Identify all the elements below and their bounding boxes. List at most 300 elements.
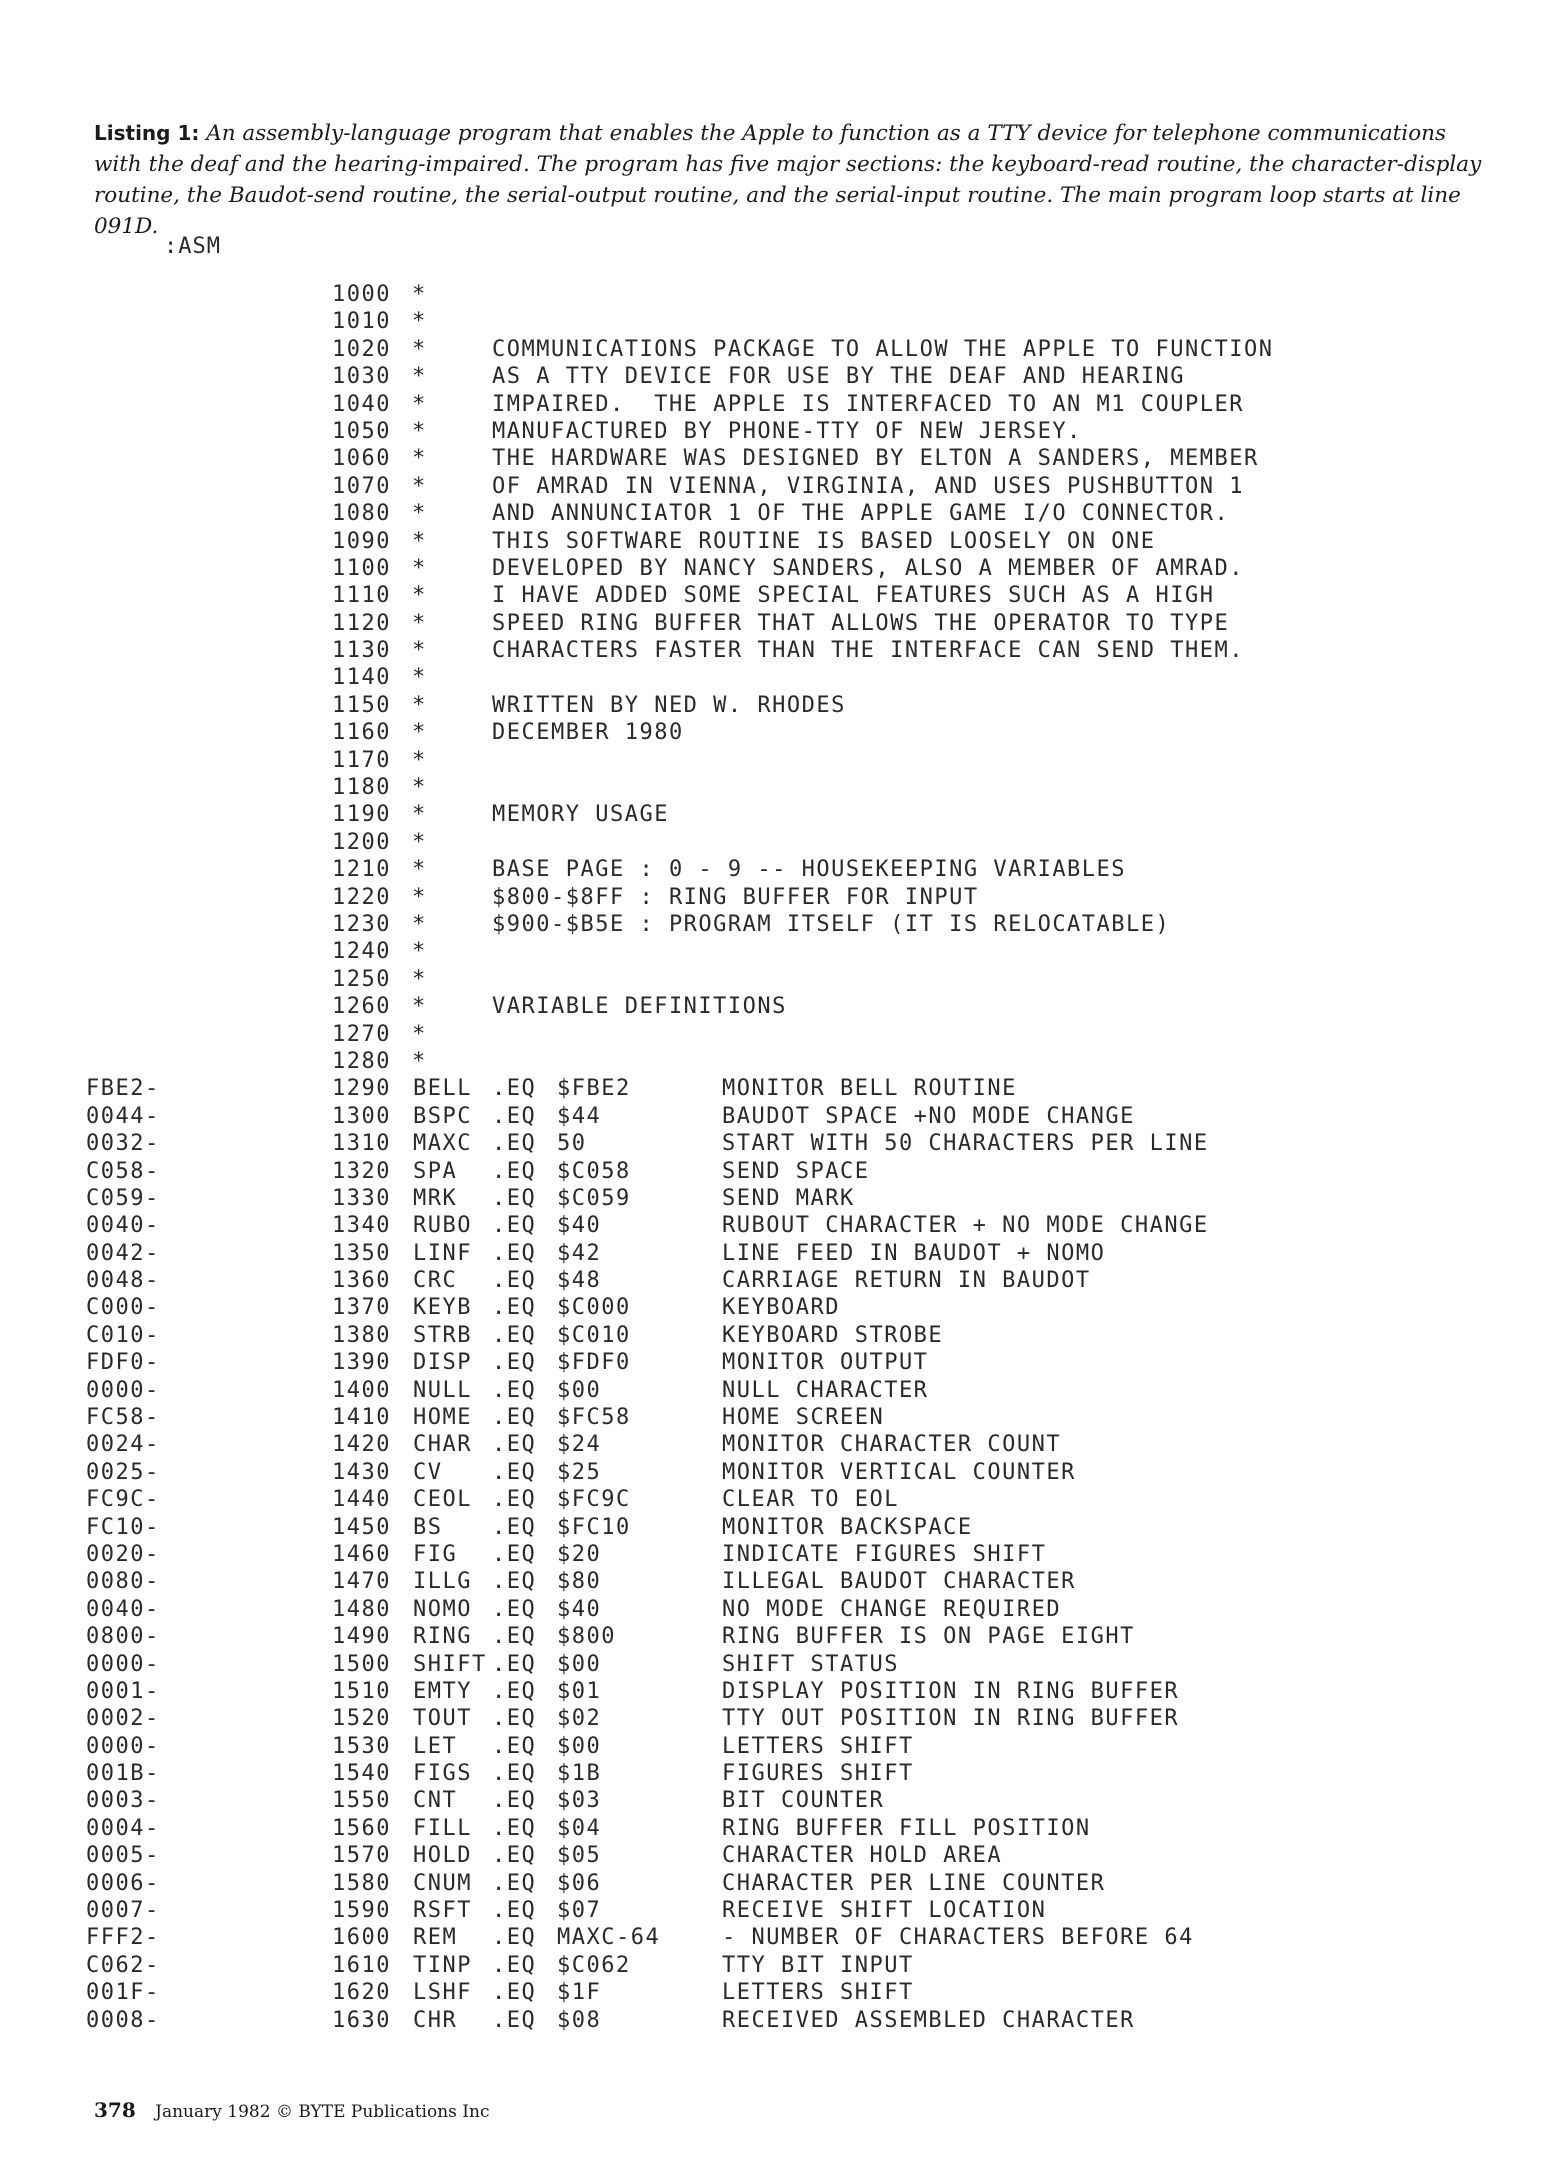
line-number: 1160	[332, 720, 391, 746]
comment-line	[0, 419, 1561, 446]
comment-marker: *	[412, 528, 427, 554]
directive: .EQ	[492, 1898, 537, 1924]
line-number: 1630	[332, 2007, 391, 2033]
line-number: 1380	[332, 1322, 391, 1348]
line-number: 1510	[332, 1678, 391, 1704]
directive: .EQ	[492, 1624, 537, 1650]
directive: .EQ	[492, 1952, 537, 1978]
comment-line	[0, 912, 1561, 939]
equate-line	[0, 1706, 1561, 1733]
address: FC9C-	[86, 1487, 160, 1513]
comment-line	[0, 446, 1561, 473]
comment-marker: *	[412, 966, 427, 992]
comment-text: I HAVE ADDED SOME SPECIAL FEATURES SUCH AS A HIGH	[492, 583, 1215, 609]
line-number: 1400	[332, 1377, 391, 1403]
comment-line	[0, 939, 1561, 966]
operand: $C010	[557, 1322, 631, 1348]
comment-marker: *	[412, 939, 427, 965]
comment-marker: *	[412, 555, 427, 581]
label: CNT	[413, 1788, 458, 1814]
label: DISP	[413, 1350, 472, 1376]
operand: MAXC-64	[557, 1925, 661, 1951]
comment-line	[0, 885, 1561, 912]
description: MONITOR OUTPUT	[722, 1350, 929, 1376]
directive: .EQ	[492, 1322, 537, 1348]
label: MRK	[413, 1185, 458, 1211]
equate-line	[0, 1569, 1561, 1596]
comment-marker: *	[412, 1048, 427, 1074]
address: 0020-	[86, 1541, 160, 1567]
description: RING BUFFER FILL POSITION	[722, 1815, 1091, 1841]
line-number: 1610	[332, 1952, 391, 1978]
line-number: 1540	[332, 1761, 391, 1787]
address: 0048-	[86, 1268, 160, 1294]
operand: $08	[557, 2007, 602, 2033]
label: REM	[413, 1925, 458, 1951]
line-number: 1360	[332, 1268, 391, 1294]
label: SHIFT	[413, 1651, 487, 1677]
label: CRC	[413, 1268, 458, 1294]
address: 001B-	[86, 1761, 160, 1787]
operand: $25	[557, 1459, 602, 1485]
comment-marker: *	[412, 391, 427, 417]
line-number: 1180	[332, 775, 391, 801]
label: CNUM	[413, 1870, 472, 1896]
line-number: 1320	[332, 1158, 391, 1184]
comment-marker: *	[412, 775, 427, 801]
directive: .EQ	[492, 1487, 537, 1513]
comment-line	[0, 309, 1561, 336]
operand: $40	[557, 1596, 602, 1622]
label: TINP	[413, 1952, 472, 1978]
equate-line	[0, 1460, 1561, 1487]
label: CEOL	[413, 1487, 472, 1513]
description: TTY OUT POSITION IN RING BUFFER	[722, 1706, 1180, 1732]
address: FC10-	[86, 1514, 160, 1540]
label: RING	[413, 1624, 472, 1650]
equate-line	[0, 1788, 1561, 1815]
line-number: 1340	[332, 1213, 391, 1239]
line-number: 1490	[332, 1624, 391, 1650]
label: FILL	[413, 1815, 472, 1841]
description: NO MODE CHANGE REQUIRED	[722, 1596, 1062, 1622]
comment-marker: *	[412, 994, 427, 1020]
line-number: 1010	[332, 309, 391, 335]
description: SHIFT STATUS	[722, 1651, 899, 1677]
line-number: 1370	[332, 1295, 391, 1321]
line-number: 1250	[332, 966, 391, 992]
line-number: 1220	[332, 884, 391, 910]
operand: $FBE2	[557, 1076, 631, 1102]
description: FIGURES SHIFT	[722, 1761, 914, 1787]
description: CHARACTER PER LINE COUNTER	[722, 1870, 1106, 1896]
address: 0042-	[86, 1240, 160, 1266]
equate-line	[0, 1542, 1561, 1569]
label: FIG	[413, 1541, 458, 1567]
operand: $FC58	[557, 1405, 631, 1431]
comment-line	[0, 638, 1561, 665]
line-number: 1310	[332, 1131, 391, 1157]
line-number: 1210	[332, 857, 391, 883]
address: 0025-	[86, 1459, 160, 1485]
comment-marker: *	[412, 747, 427, 773]
line-number: 1110	[332, 583, 391, 609]
line-number: 1200	[332, 829, 391, 855]
label: FIGS	[413, 1761, 472, 1787]
label: RSFT	[413, 1898, 472, 1924]
comment-text: THE HARDWARE WAS DESIGNED BY ELTON A SANDERS, MEMBER	[492, 446, 1259, 472]
equate-line	[0, 1268, 1561, 1295]
equate-line	[0, 1104, 1561, 1131]
operand: $FC10	[557, 1514, 631, 1540]
directive: .EQ	[492, 1103, 537, 1129]
line-number: 1230	[332, 911, 391, 937]
caption-text: An assembly-language program that enables the Apple to function as a TTY device for telephone communications with the deaf and the hearing-impaired. The program has five major sections: the keyboard-read routine, the character-display routine, the Baudot-send routine, the serial-output routine, and the serial-input routine. The main program loop starts at line 091D.	[94, 121, 1482, 239]
line-number: 1190	[332, 802, 391, 828]
comment-line	[0, 720, 1561, 747]
directive: .EQ	[492, 1268, 537, 1294]
comment-line	[0, 1049, 1561, 1076]
comment-marker: *	[412, 336, 427, 362]
label: ILLG	[413, 1569, 472, 1595]
line-number: 1430	[332, 1459, 391, 1485]
line-number: 1060	[332, 446, 391, 472]
description: SEND MARK	[722, 1185, 855, 1211]
description: RECEIVED ASSEMBLED CHARACTER	[722, 2007, 1135, 2033]
label: LINF	[413, 1240, 472, 1266]
label: HOME	[413, 1405, 472, 1431]
comment-marker: *	[412, 583, 427, 609]
description: KEYBOARD STROBE	[722, 1322, 944, 1348]
directive: .EQ	[492, 1678, 537, 1704]
line-number: 1050	[332, 418, 391, 444]
label: EMTY	[413, 1678, 472, 1704]
equate-line	[0, 1159, 1561, 1186]
comment-marker: *	[412, 884, 427, 910]
description: MONITOR BELL ROUTINE	[722, 1076, 1017, 1102]
description: NULL CHARACTER	[722, 1377, 929, 1403]
line-number: 1580	[332, 1870, 391, 1896]
operand: $03	[557, 1788, 602, 1814]
line-number: 1070	[332, 473, 391, 499]
address: 001F-	[86, 1980, 160, 2006]
directive: .EQ	[492, 1459, 537, 1485]
comment-marker: *	[412, 665, 427, 691]
description: MONITOR VERTICAL COUNTER	[722, 1459, 1076, 1485]
label: CV	[413, 1459, 443, 1485]
operand: $07	[557, 1898, 602, 1924]
line-number: 1240	[332, 939, 391, 965]
equate-line	[0, 1761, 1561, 1788]
comment-line	[0, 611, 1561, 638]
label: STRB	[413, 1322, 472, 1348]
directive: .EQ	[492, 1240, 537, 1266]
line-number: 1270	[332, 1021, 391, 1047]
line-number: 1350	[332, 1240, 391, 1266]
label: SPA	[413, 1158, 458, 1184]
caption-lead: Listing 1:	[94, 121, 200, 145]
line-number: 1290	[332, 1076, 391, 1102]
comment-text: VARIABLE DEFINITIONS	[492, 994, 787, 1020]
label: CHR	[413, 2007, 458, 2033]
description: RING BUFFER IS ON PAGE EIGHT	[722, 1624, 1135, 1650]
equate-line	[0, 1241, 1561, 1268]
directive: .EQ	[492, 1706, 537, 1732]
operand: $FDF0	[557, 1350, 631, 1376]
directive: .EQ	[492, 1569, 537, 1595]
comment-marker: *	[412, 418, 427, 444]
line-number: 1080	[332, 501, 391, 527]
comment-text: MANUFACTURED BY PHONE-TTY OF NEW JERSEY.	[492, 418, 1082, 444]
equate-line	[0, 1487, 1561, 1514]
description: RUBOUT CHARACTER + NO MODE CHANGE	[722, 1213, 1209, 1239]
comment-marker: *	[412, 720, 427, 746]
comment-line	[0, 501, 1561, 528]
comment-line	[0, 337, 1561, 364]
comment-text: IMPAIRED. THE APPLE IS INTERFACED TO AN M1 COUPLER	[492, 391, 1245, 417]
description: TTY BIT INPUT	[722, 1952, 914, 1978]
operand: $00	[557, 1733, 602, 1759]
operand: $20	[557, 1541, 602, 1567]
comment-marker: *	[412, 473, 427, 499]
equate-line	[0, 1843, 1561, 1870]
description: RECEIVE SHIFT LOCATION	[722, 1898, 1047, 1924]
comment-marker: *	[412, 282, 427, 307]
footer-text: January 1982 © BYTE Publications Inc	[155, 2102, 490, 2122]
address: 0000-	[86, 1651, 160, 1677]
label: BSPC	[413, 1103, 472, 1129]
description: INDICATE FIGURES SHIFT	[722, 1541, 1047, 1567]
directive: .EQ	[492, 1980, 537, 2006]
equate-line	[0, 1898, 1561, 1925]
line-number: 1300	[332, 1103, 391, 1129]
equate-line	[0, 1734, 1561, 1761]
comment-text: BASE PAGE : 0 - 9 -- HOUSEKEEPING VARIABLES	[492, 857, 1127, 883]
description: KEYBOARD	[722, 1295, 840, 1321]
operand: $04	[557, 1815, 602, 1841]
directive: .EQ	[492, 1514, 537, 1540]
comment-line	[0, 364, 1561, 391]
comment-marker: *	[412, 911, 427, 937]
description: CHARACTER HOLD AREA	[722, 1843, 1003, 1869]
directive: .EQ	[492, 1432, 537, 1458]
operand: $80	[557, 1569, 602, 1595]
comment-marker: *	[412, 857, 427, 883]
directive: .EQ	[492, 1843, 537, 1869]
comment-text: COMMUNICATIONS PACKAGE TO ALLOW THE APPLE TO FUNCTION	[492, 336, 1274, 362]
description: CARRIAGE RETURN IN BAUDOT	[722, 1268, 1091, 1294]
equate-line	[0, 1515, 1561, 1542]
comment-line	[0, 529, 1561, 556]
equate-line	[0, 1679, 1561, 1706]
operand: $42	[557, 1240, 602, 1266]
line-number: 1120	[332, 610, 391, 636]
description: LINE FEED IN BAUDOT + NOMO	[722, 1240, 1106, 1266]
equate-line	[0, 1624, 1561, 1651]
equate-line	[0, 1925, 1561, 1952]
comment-text: $800-$8FF : RING BUFFER FOR INPUT	[492, 884, 979, 910]
line-number: 1520	[332, 1706, 391, 1732]
label: LSHF	[413, 1980, 472, 2006]
operand: $02	[557, 1706, 602, 1732]
equate-line	[0, 1652, 1561, 1679]
comment-marker: *	[412, 802, 427, 828]
operand: $00	[557, 1651, 602, 1677]
line-number: 1550	[332, 1788, 391, 1814]
asm-command: :ASM	[164, 234, 221, 259]
comment-marker: *	[412, 501, 427, 527]
equate-line	[0, 1076, 1561, 1103]
description: BAUDOT SPACE +NO MODE CHANGE	[722, 1103, 1135, 1129]
line-number: 1170	[332, 747, 391, 773]
comment-line	[0, 967, 1561, 994]
line-number: 1100	[332, 555, 391, 581]
operand: $48	[557, 1268, 602, 1294]
address: 0008-	[86, 2007, 160, 2033]
comment-line	[0, 994, 1561, 1021]
directive: .EQ	[492, 1815, 537, 1841]
operand: $40	[557, 1213, 602, 1239]
comment-text: THIS SOFTWARE ROUTINE IS BASED LOOSELY ON ONE	[492, 528, 1156, 554]
equate-line	[0, 1213, 1561, 1240]
address: 0040-	[86, 1213, 160, 1239]
comment-text: DEVELOPED BY NANCY SANDERS, ALSO A MEMBER OF AMRAD.	[492, 555, 1245, 581]
line-number: 1150	[332, 692, 391, 718]
label: HOLD	[413, 1843, 472, 1869]
description: ILLEGAL BAUDOT CHARACTER	[722, 1569, 1076, 1595]
address: FFF2-	[86, 1925, 160, 1951]
description: SEND SPACE	[722, 1158, 870, 1184]
operand: $800	[557, 1624, 616, 1650]
directive: .EQ	[492, 1076, 537, 1102]
directive: .EQ	[492, 1350, 537, 1376]
address: C062-	[86, 1952, 160, 1978]
description: BIT COUNTER	[722, 1788, 885, 1814]
page-number: 378	[94, 2098, 136, 2122]
comment-line	[0, 775, 1561, 802]
address: 0001-	[86, 1678, 160, 1704]
address: 0800-	[86, 1624, 160, 1650]
address: C010-	[86, 1322, 160, 1348]
address: 0006-	[86, 1870, 160, 1896]
label: BS	[413, 1514, 443, 1540]
label: NOMO	[413, 1596, 472, 1622]
address: FC58-	[86, 1405, 160, 1431]
line-number: 1260	[332, 994, 391, 1020]
line-number: 1470	[332, 1569, 391, 1595]
address: 0000-	[86, 1733, 160, 1759]
equate-line	[0, 1816, 1561, 1843]
line-number: 1280	[332, 1048, 391, 1074]
comment-text: OF AMRAD IN VIENNA, VIRGINIA, AND USES PUSHBUTTON 1	[492, 473, 1245, 499]
comment-line	[0, 857, 1561, 884]
equate-line	[0, 1871, 1561, 1898]
directive: .EQ	[492, 1185, 537, 1211]
description: LETTERS SHIFT	[722, 1980, 914, 2006]
directive: .EQ	[492, 1405, 537, 1431]
directive: .EQ	[492, 2007, 537, 2033]
line-number: 1030	[332, 364, 391, 390]
page-footer	[94, 2098, 489, 2122]
line-number: 1140	[332, 665, 391, 691]
description: LETTERS SHIFT	[722, 1733, 914, 1759]
equate-line	[0, 1295, 1561, 1322]
directive: .EQ	[492, 1925, 537, 1951]
address: FBE2-	[86, 1076, 160, 1102]
equate-line	[0, 1350, 1561, 1377]
operand: $C000	[557, 1295, 631, 1321]
directive: .EQ	[492, 1761, 537, 1787]
label: TOUT	[413, 1706, 472, 1732]
address: 0044-	[86, 1103, 160, 1129]
label: LET	[413, 1733, 458, 1759]
comment-marker: *	[412, 692, 427, 718]
address: 0003-	[86, 1788, 160, 1814]
address: FDF0-	[86, 1350, 160, 1376]
directive: .EQ	[492, 1596, 537, 1622]
directive: .EQ	[492, 1788, 537, 1814]
line-number: 1390	[332, 1350, 391, 1376]
equate-line	[0, 1432, 1561, 1459]
operand: $00	[557, 1377, 602, 1403]
operand: 50	[557, 1131, 587, 1157]
comment-marker: *	[412, 829, 427, 855]
label: RUBO	[413, 1213, 472, 1239]
equate-line	[0, 1186, 1561, 1213]
comment-line	[0, 474, 1561, 501]
line-number: 1590	[332, 1898, 391, 1924]
comment-text: AND ANNUNCIATOR 1 OF THE APPLE GAME I/O CONNECTOR.	[492, 501, 1230, 527]
description: START WITH 50 CHARACTERS PER LINE	[722, 1131, 1209, 1157]
line-number: 1440	[332, 1487, 391, 1513]
equate-line	[0, 1378, 1561, 1405]
description: - NUMBER OF CHARACTERS BEFORE 64	[722, 1925, 1194, 1951]
comment-line	[0, 392, 1561, 419]
address: 0024-	[86, 1432, 160, 1458]
comment-line	[0, 693, 1561, 720]
equate-line	[0, 1323, 1561, 1350]
comment-line	[0, 802, 1561, 829]
label: CHAR	[413, 1432, 472, 1458]
address: 0040-	[86, 1596, 160, 1622]
comment-line	[0, 748, 1561, 775]
comment-marker: *	[412, 446, 427, 472]
address: 0005-	[86, 1843, 160, 1869]
code-listing	[0, 282, 1561, 2035]
line-number: 1000	[332, 282, 391, 307]
directive: .EQ	[492, 1131, 537, 1157]
comment-line	[0, 556, 1561, 583]
address: 0080-	[86, 1569, 160, 1595]
directive: .EQ	[492, 1541, 537, 1567]
operand: $1B	[557, 1761, 602, 1787]
line-number: 1020	[332, 336, 391, 362]
equate-line	[0, 1131, 1561, 1158]
label: BELL	[413, 1076, 472, 1102]
description: MONITOR CHARACTER COUNT	[722, 1432, 1062, 1458]
description: DISPLAY POSITION IN RING BUFFER	[722, 1678, 1180, 1704]
equate-line	[0, 1953, 1561, 1980]
comment-text: AS A TTY DEVICE FOR USE BY THE DEAF AND HEARING	[492, 364, 1186, 390]
address: 0032-	[86, 1131, 160, 1157]
comment-line	[0, 583, 1561, 610]
address: C000-	[86, 1295, 160, 1321]
address: C059-	[86, 1185, 160, 1211]
label: KEYB	[413, 1295, 472, 1321]
line-number: 1130	[332, 638, 391, 664]
comment-text: DECEMBER 1980	[492, 720, 684, 746]
comment-marker: *	[412, 610, 427, 636]
